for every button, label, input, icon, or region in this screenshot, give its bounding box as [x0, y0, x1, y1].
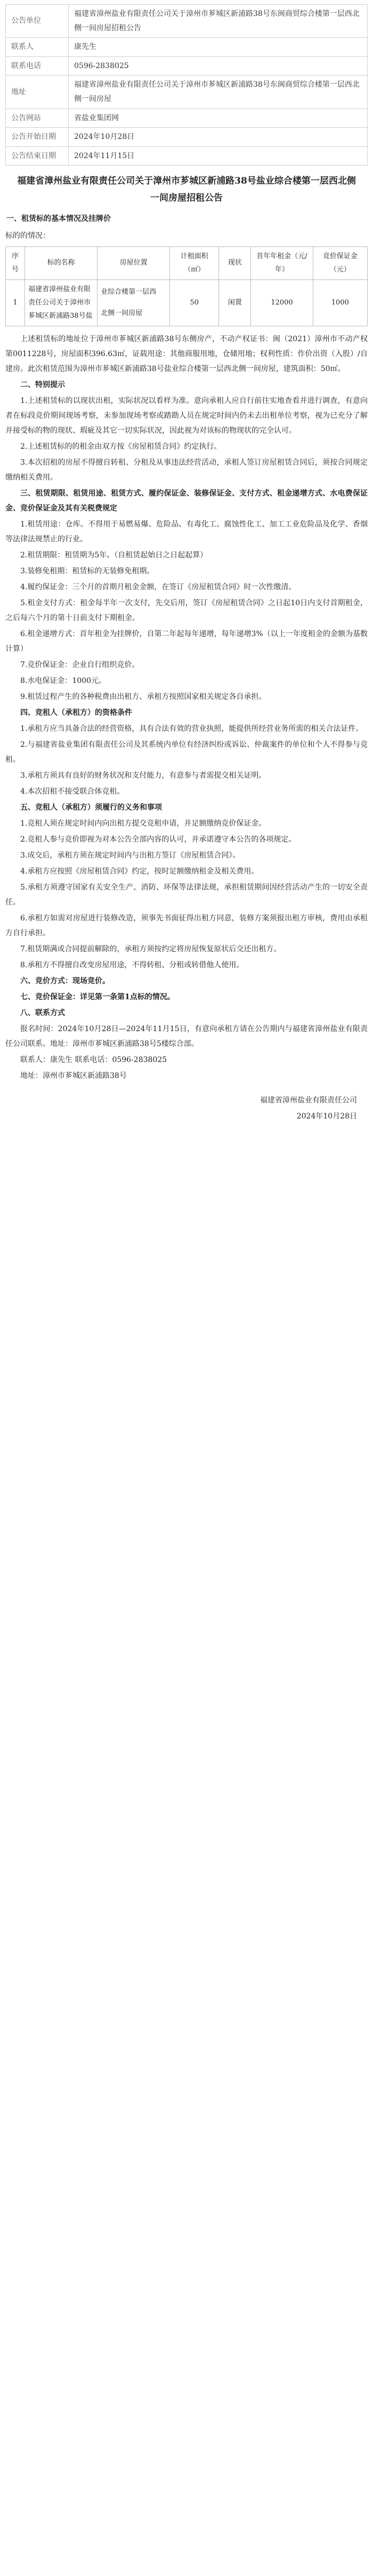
info-row: [6, 5, 368, 38]
body-paragraph: 3.本次招租的房屋不得擅自转租、分租及从事违法经营活动，承租人签订房屋租赁合同后，须按合同规定缴纳相关费用。: [5, 458, 368, 482]
info-value: 2024年10月28日: [69, 128, 368, 147]
col-status: 现状: [219, 246, 251, 279]
col-location: 房屋位置: [98, 246, 170, 279]
signature-date: 2024年10月28日: [296, 1112, 357, 1121]
subject-table: [5, 246, 368, 326]
section-heading: 四、竞租人（承租方）的资格条件: [20, 709, 132, 718]
col-area: 计租面积（㎡）: [170, 246, 219, 279]
cell-location-line1: 业综合楼第一层西: [101, 287, 157, 296]
info-value: 2024年11月15日: [69, 146, 368, 166]
body-paragraph: 3.成交后，承租方须在规定时间内与出租方签订《房屋租赁合同》。: [20, 851, 240, 860]
info-key: 公告单位: [6, 5, 69, 38]
section-heading: 六、竞价方式：现场竞价。: [20, 977, 110, 986]
body-paragraph: 7.租赁期满或合同提前解除的，承租方须按约定将房屋恢复原状后交还出租方。: [20, 945, 281, 954]
body-paragraph: 4.履约保证金：三个月的首期月租金金额，在签订《房屋租赁合同》时一次性缴清。: [20, 583, 296, 592]
body-paragraph: 2.与福建省盐业集团有限责任公司及其系统内单位有经济纠纷或诉讼、仲裁案件的单位和个人不得参与竞租。: [5, 740, 368, 764]
body-paragraph: 4.承租方应按照《房屋租赁合同》约定，按时足额缴纳租金及相关费用。: [20, 867, 259, 876]
info-row: [6, 146, 368, 166]
cell-location: [98, 280, 170, 326]
section-heading: 八、联系方式: [20, 1009, 65, 1018]
cell-index: 1: [6, 280, 25, 326]
body-paragraph: 地址：漳州市芗城区新浦路38号: [20, 1072, 127, 1081]
body-paragraph: 3.装修免租期：租赁标的无装修免租期。: [20, 567, 155, 576]
signature-company: 福建省漳州盐业有限责任公司: [260, 1096, 357, 1105]
section-heading: 五、竞租人（承租方）须履行的义务和事项: [20, 803, 162, 812]
body-paragraph: 2.竞租人参与竞价即视为对本公告全部内容的认可，并承诺遵守本公告的各项规定。: [20, 835, 296, 844]
info-key: 公告结束日期: [6, 146, 69, 166]
cell-area: 50: [170, 280, 219, 326]
body-paragraph: 6.承租方如需对房屋进行装修改造，须事先书面征得出租方同意，装修方案须报出租方审核，费用由承租方自行承担。: [5, 914, 368, 938]
info-key: 地址: [6, 76, 69, 109]
body-paragraph: 1.租赁用途：仓库。不得用于易燃易爆、危险品、有毒化工、腐蚀性化工、加工工业危险品及化学、香烟等法律法规禁止的行业。: [5, 520, 368, 544]
info-row: [6, 109, 368, 128]
body-paragraph: 联系人：康先生 联系电话：0596-2838025: [20, 1056, 167, 1065]
body-paragraph: 1.上述租赁标的以现状出租，实际状况以看样为准。意向承租人应自行前往实地查看并进行调查，有意向者在标段竞价期间现场考察，未参加现场考察或踏勘人员在规定时间内仍未去出租单位考察，视为已充分了解并接受标的物的现状、瑕疵及其它一切实际状况，因此视为对该标的物现状的完全认可。: [5, 397, 368, 435]
info-key: 公告开始日期: [6, 128, 69, 147]
body-paragraph: 3.承租方须具有良好的财务状况和支付能力，有意参与者需提交相关证明。: [20, 771, 266, 780]
notice-body: [5, 332, 368, 1083]
body-paragraph: 8.承租方不得擅自改变房屋用途，不得转租、分租或转借他人使用。: [20, 961, 244, 970]
cell-status: 闲置: [219, 280, 251, 326]
col-deposit: 竞价保证金（元）: [313, 246, 367, 279]
info-row: [6, 38, 368, 57]
notice-title: 福建省漳州盐业有限责任公司关于漳州市芗城区新浦路38号盐业综合楼第一层西北侧一间房屋招租公告: [17, 176, 356, 203]
col-index: 序号: [6, 246, 25, 279]
cell-rent: 12000: [251, 280, 313, 326]
body-paragraph: 4.本次招租不接受联合体竞租。: [20, 787, 125, 796]
info-value: 福建省漳州盐业有限责任公司关于漳州市芗城区新浦路38号东闽商贸综合楼第一层西北侧一间房屋: [69, 76, 368, 109]
table-row: [6, 280, 368, 326]
info-row: [6, 128, 368, 147]
info-row: [6, 56, 368, 76]
body-paragraph: 5.承租方须遵守国家有关安全生产、消防、环保等法律法规，承担租赁期间因经营活动产生的一切安全责任。: [5, 883, 368, 907]
notice-page: [0, 0, 373, 1124]
info-key: 联系人: [6, 38, 69, 57]
info-key: 公告网站: [6, 109, 69, 128]
info-row: [6, 76, 368, 109]
section-heading: 一、租赁标的基本情况及挂牌价: [6, 215, 111, 224]
cell-location-line2: 北侧一间房屋: [101, 309, 143, 318]
info-key: 联系电话: [6, 56, 69, 76]
col-rent: 首年年租金（元/年）: [251, 246, 313, 279]
info-value: 省盐业集团网: [69, 109, 368, 128]
body-paragraph: 1.承租方应当具备合法的经营资格，具有合法有效的营业执照，能提供所经营业务所需的相关合法证件。: [20, 725, 363, 734]
info-value: 0596-2838025: [69, 56, 368, 76]
notice-info-table: [5, 4, 368, 166]
body-paragraph: 1.竞租人须在规定时间内向出租方提交竞租申请，并足额缴纳竞价保证金。: [20, 819, 266, 828]
section-subheading: 标的的情况：: [5, 231, 50, 240]
section-heading: 七、竞价保证金：详见第一条第1点标的情况。: [20, 993, 175, 1002]
body-paragraph: 2.租赁期限：租赁期为5年。（自租赁起始日之日起起算）: [20, 551, 208, 560]
body-paragraph: 9.租赁过程产生的各种税费由出租方、承租方按照国家相关规定各自承担。: [20, 693, 266, 702]
body-paragraph: 8.水电保证金：1000元。: [20, 677, 106, 686]
body-paragraph: 6.租金递增方式：首年租金为挂牌价，自第二年起每年递增，每年递增3%（以上一年度租金的金额为基数计算）: [5, 630, 368, 654]
body-paragraph: 报名时间：2024年10月28日—2024年11月15日，有意向承租方请在公告期内与福建省漳州盐业有限责任公司联系。地址：漳州市芗城区新浦路38号5楼综合部。: [5, 1025, 368, 1049]
body-paragraph: 5.租金支付方式：租金每半年一次支付，先交后用，签订《房屋租赁合同》之日起10日内支付首期租金，之后每六个月的第十日前支付下期租金。: [5, 599, 368, 623]
subject-table-header: [6, 246, 368, 279]
body-paragraph: 2.上述租赁标的的租金由双方按《房屋租赁合同》约定执行。: [20, 442, 222, 451]
info-value: 康先生: [69, 38, 368, 57]
body-paragraph: 上述租赁标的地址位于漳州市芗城区新浦路38号东侧房产，不动产权证书：闽（2021）漳州市不动产权第0011228号，房屋面积396.63㎡，证载用途：其他商服用地，仓储用地；权利性质：作价出资（入股）/自建房。此次租赁范围为漳州市芗城区新浦路38号盐业综合楼第一层西北侧一间房屋，建筑面积：50㎡。: [5, 335, 368, 374]
info-value: 福建省漳州盐业有限责任公司关于漳州市芗城区新浦路38号东闽商贸综合楼第一层西北侧一间房屋招租公告: [69, 5, 368, 38]
section-heading: 二、特别提示: [20, 381, 65, 390]
cell-name: 福建省漳州盐业有限责任公司关于漳州市芗城区新浦路38号盐: [25, 280, 98, 326]
col-name: 标的名称: [25, 246, 98, 279]
cell-deposit: 1000: [313, 280, 367, 326]
body-paragraph: 7.竞价保证金：企业自行组织竞价。: [20, 661, 140, 670]
section-heading: 三、租赁期限、租赁用途、租赁方式、履约保证金、装修保证金、支付方式、租金递增方式、水电费保证金、竞价保证金及其有关税费规定: [5, 489, 368, 513]
